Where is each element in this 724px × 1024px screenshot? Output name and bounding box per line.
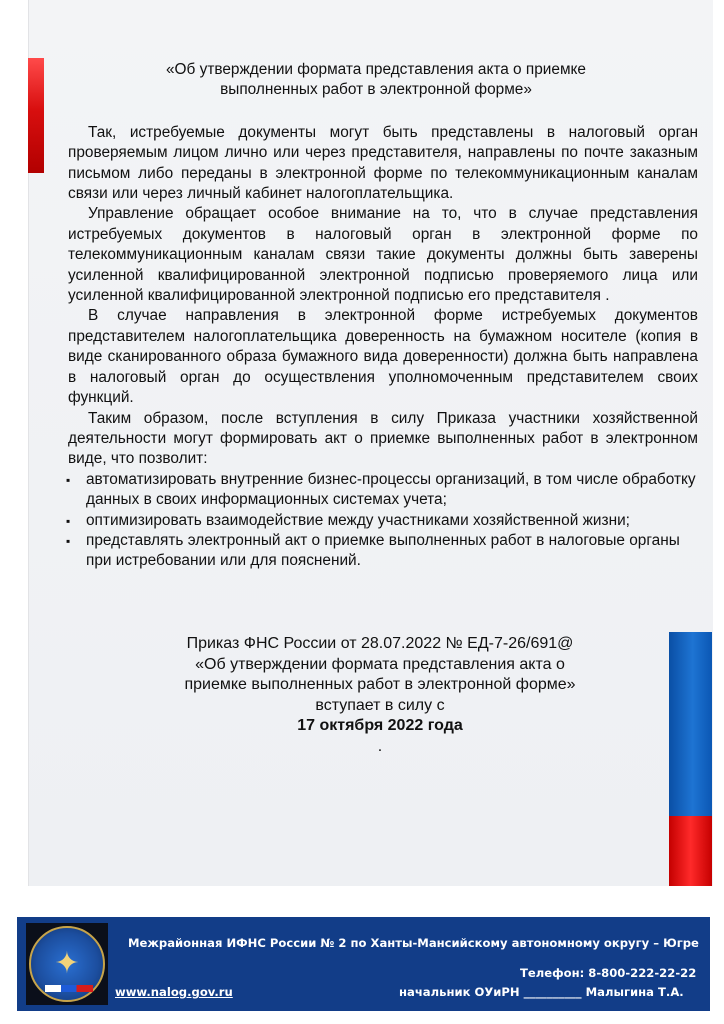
footer-head-signature: начальник ОУиРН __________ Малыгина Т.А.	[399, 985, 684, 999]
decree-effective-suffix: .	[377, 737, 383, 755]
list-item	[68, 531, 698, 572]
paragraph-power-of-attorney: В случае направления в электронной форме истребуемых документов представителем налогоплательщика доверенность на бумажном носителе (копия в виде сканированного образа бумажного вида доверенности) должна быть направлена в налоговый орган до осуществления уполномоченным представителем своих функций.	[68, 307, 698, 407]
benefits-list	[68, 470, 698, 572]
decree-line-4	[160, 696, 600, 758]
eagle-icon: ✦	[54, 947, 80, 980]
emblem-circle	[29, 926, 105, 1002]
decree-line-1: Приказ ФНС России от 28.07.2022 № ЕД-7-26/691@	[186, 635, 574, 652]
list-item-text: автоматизировать внутренние бизнес-процессы организаций, в том числе обработку данных в своих информационных системах учета;	[86, 470, 696, 509]
footer-website-link[interactable]: www.nalog.gov.ru	[115, 985, 233, 999]
paragraph-submission: Так, истребуемые документы могут быть представлены в налоговый орган проверяемым лицом лично или через представителя, направлены по почте заказным письмом либо переданы в электронной форме по телекоммуникационным каналам связи или через личный кабинет налогоплательщика.	[68, 123, 698, 203]
decree-effective-date: 17 октября 2022 года	[297, 717, 463, 734]
decree-effective-prefix: вступает в силу с	[315, 696, 445, 714]
bullet-icon: ▪	[66, 513, 71, 528]
fns-emblem-icon	[26, 923, 108, 1005]
footer-organization: Межрайонная ИФНС России № 2 по Ханты-Мансийскому автономному округу – Югре	[128, 936, 699, 950]
title-line-2: выполненных работ в электронной форме»	[220, 81, 532, 99]
tricolor-ribbon	[45, 985, 93, 992]
title-line-1: «Об утверждении формата представления акта о приемке	[166, 61, 586, 78]
red-accent-stripe	[28, 58, 44, 173]
decree-line-3: приемке выполненных работ в электронной форме»	[184, 676, 576, 693]
list-item-text: оптимизировать взаимодействие между участниками хозяйственной жизни;	[86, 511, 630, 529]
bullet-icon: ▪	[66, 472, 71, 487]
bullet-icon: ▪	[66, 533, 71, 548]
paragraph-signature: Управление обращает особое внимание на то, что в случае представления истребуемых документов в налоговый орган в электронной форме по телекоммуникационным каналам связи такие документы должны быть заверены усиленной квалифицированной электронной подписью проверяемого лица или усиленной квалифицированной электронной подписью его представителя .	[68, 205, 698, 305]
document-title	[68, 60, 698, 101]
document-content	[68, 60, 698, 572]
footer-bar	[17, 917, 710, 1011]
footer-phone: Телефон: 8-800-222-22-22	[520, 966, 697, 980]
flag-red-stripe	[669, 816, 712, 886]
list-item	[68, 470, 698, 511]
decree-block	[160, 634, 600, 757]
list-item-text: представлять электронный акт о приемке выполненных работ в налоговые органы при истребовании или для пояснений.	[86, 531, 680, 570]
decree-line-2: «Об утверждении формата представления акта о	[195, 655, 565, 673]
paragraph-conclusion: Таким образом, после вступления в силу Приказа участники хозяйственной деятельности могут формировать акт о приемке выполненных работ в электронном виде, что позволит:	[68, 409, 698, 468]
list-item	[68, 511, 698, 531]
flag-blue-stripe	[669, 632, 712, 816]
